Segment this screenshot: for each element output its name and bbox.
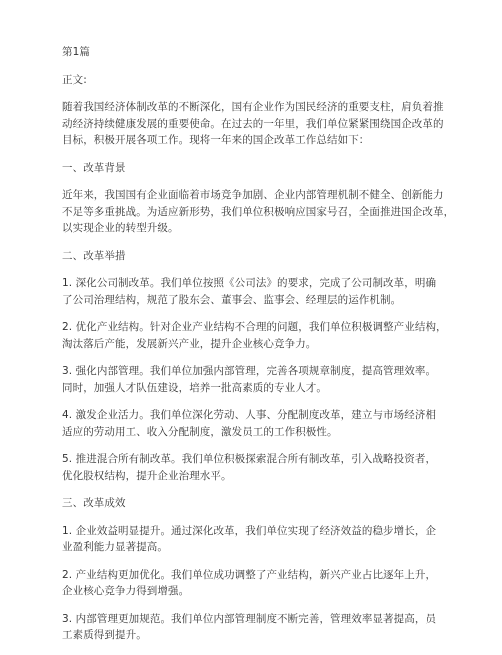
text-line: 业盈利能力显著提高。 [62, 541, 168, 553]
text-line: 2. 产业结构更加优化。我们单位成功调整了产业结构，新兴产业占比逐年上升， [62, 568, 437, 581]
text-line: 近年来，我国国有企业面临着市场竞争加剧、企业内部管理机制不健全、创新能力 [62, 189, 444, 201]
list-item [62, 363, 447, 396]
section-heading: 二、改革举措 [62, 249, 126, 262]
text-line: 4. 激发企业活力。我们单位深化劳动、人事、分配制度改革，建立与市场经济相 [62, 409, 437, 421]
text-line: 了公司治理结构，规范了股东会、董事会、监事会、经理层的运作机制。 [62, 293, 402, 306]
intro-paragraph [62, 99, 447, 149]
list-item [62, 451, 447, 484]
text-line: 随着我国经济体制改革的不断深化，国有企业作为国民经济的重要支柱，肩负着推 [62, 101, 444, 113]
body-label: 正文: [62, 73, 87, 86]
list-item [62, 407, 447, 440]
text-line: 5. 推进混合所有制改革。我们单位积极探索混合所有制改革，引入战略投资者， [62, 453, 437, 465]
list-item [62, 275, 447, 308]
document-content [62, 44, 455, 655]
text-line: 同时，加强人才队伍建设，培养一批高素质的专业人才。 [62, 381, 327, 394]
text-line: 1. 深化公司制改革。我们单位按照《公司法》的要求，完成了公司制改革，明确 [62, 277, 437, 289]
text-line: 淘汰落后产能，发展新兴产业，提升企业核心竞争力。 [62, 337, 317, 350]
text-line: 3. 内部管理更加规范。我们单位内部管理制度不断完善，管理效率显著提高，员 [62, 612, 437, 625]
list-item [62, 319, 447, 352]
text-line: 适应的劳动用工、收入分配制度，激发员工的工作积极性。 [62, 425, 338, 438]
text-line: 动经济持续健康发展的重要使命。在过去的一年里，我们单位紧紧围绕国企改革的 [62, 117, 444, 130]
text-line: 不足等多重挑战。为适应新形势，我们单位积极响应国家号召，全面推进国企改革， [62, 205, 455, 218]
text-line: 以实现企业的转型升级。 [62, 222, 179, 234]
text-line: 3. 强化内部管理。我们单位加强内部管理，完善各项规章制度，提高管理效率。 [62, 365, 437, 377]
section-heading: 一、改革背景 [62, 161, 126, 174]
list-item [62, 611, 447, 644]
text-line: 企业核心竞争力得到增强。 [62, 585, 190, 597]
text-line: 2. 优化产业结构。针对企业产业结构不合理的问题，我们单位积极调整产业结构， [62, 321, 447, 333]
list-item [62, 523, 447, 556]
section-paragraph [62, 187, 455, 237]
part-label: 第1篇 [62, 46, 90, 58]
text-line: 优化股权结构，提升企业治理水平。 [62, 469, 232, 482]
text-line: 工素质得到提升。 [62, 629, 147, 641]
text-line: 目标，积极开展各项工作。现将一年来的国企改革工作总结如下： [62, 134, 370, 146]
list-item [62, 567, 447, 600]
section-heading: 三、改革成效 [62, 497, 126, 509]
text-line: 1. 企业效益明显提升。通过深化改革，我们单位实现了经济效益的稳步增长，企 [62, 524, 437, 537]
